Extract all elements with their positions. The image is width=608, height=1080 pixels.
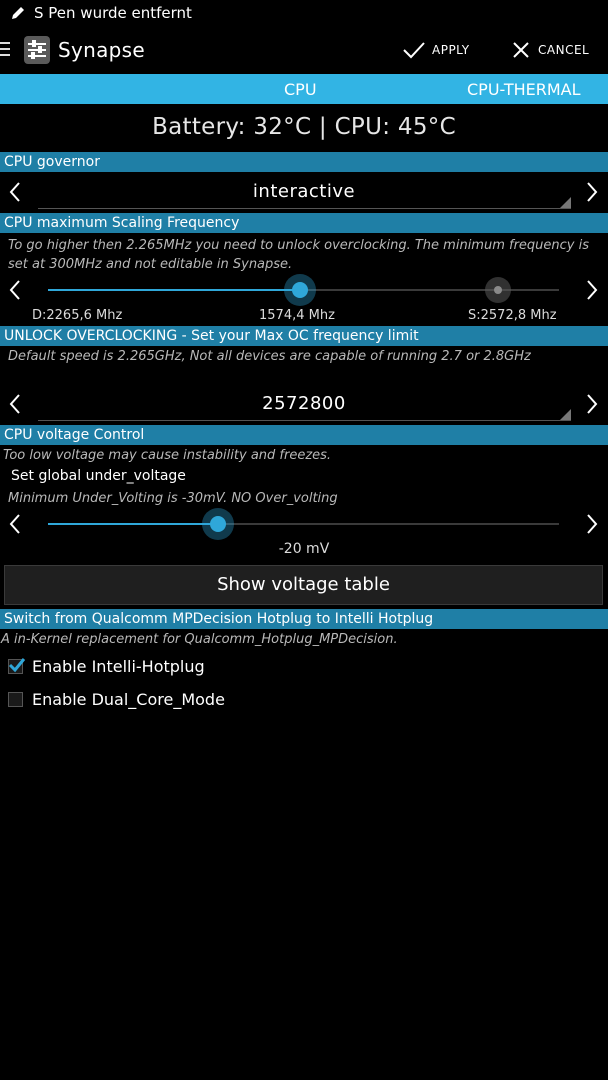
max-freq-description: To go higher then 2.265MHz you need to unlock overclocking. The minimum frequency is set at 300MHz and not editable in Synapse. (8, 238, 590, 272)
oc-description: Default speed is 2.265GHz, Not all devices are capable of running 2.7 or 2.8GHz (8, 349, 531, 364)
freq-label-current: 1574,4 Mhz (259, 308, 335, 323)
dual-core-option[interactable] (8, 688, 225, 710)
freq-label-selected: S:2572,8 Mhz (468, 308, 557, 323)
spinner-corner-icon (560, 409, 571, 420)
chevron-left-icon[interactable] (8, 513, 22, 535)
max-freq-header: CPU maximum Scaling Frequency (0, 213, 608, 233)
intelli-hotplug-checkbox[interactable] (8, 659, 23, 674)
apply-label: APPLY (432, 43, 470, 57)
dual-core-checkbox[interactable] (8, 692, 23, 707)
voltage-slider-fill (48, 523, 218, 525)
voltage-warning: Too low voltage may cause instability and freezes. (3, 448, 332, 463)
freq-label-default: D:2265,6 Mhz (32, 308, 123, 323)
freq-slider-fill (48, 289, 300, 291)
dual-core-label: Enable Dual_Core_Mode (32, 689, 225, 709)
chevron-right-icon[interactable] (585, 513, 599, 535)
pen-icon (10, 5, 26, 21)
close-icon (512, 41, 530, 59)
voltage-description: Minimum Under_Volting is -30mV. NO Over_volting (8, 491, 338, 506)
temperature-readout: Battery: 32°C | CPU: 45°C (152, 114, 456, 140)
intelli-hotplug-option[interactable] (8, 655, 205, 677)
chevron-right-icon[interactable] (585, 181, 599, 203)
menu-icon[interactable] (0, 42, 10, 56)
freq-secondary-marker-core (494, 286, 502, 294)
notification-text: S Pen wurde entfernt (34, 4, 192, 22)
status-bar (0, 0, 608, 26)
governor-spinner[interactable]: interactive (252, 181, 356, 202)
governor-underline (38, 208, 571, 209)
app-logo-icon[interactable] (24, 36, 50, 64)
oc-spinner[interactable]: 2572800 (262, 393, 346, 414)
chevron-right-icon[interactable] (585, 393, 599, 415)
hotplug-header: Switch from Qualcomm MPDecision Hotplug to Intelli Hotplug (0, 609, 608, 629)
freq-slider-thumb-core (292, 282, 308, 298)
voltage-slider-thumb-core (210, 516, 226, 532)
governor-header: CPU governor (0, 152, 608, 172)
check-icon (402, 41, 426, 59)
show-voltage-table-button[interactable]: Show voltage table (4, 565, 603, 605)
cancel-label: CANCEL (538, 43, 590, 57)
chevron-right-icon[interactable] (585, 279, 599, 301)
oc-underline (38, 420, 571, 421)
cancel-button[interactable] (512, 39, 589, 61)
tab-bar (0, 74, 608, 104)
app-title: Synapse (58, 38, 145, 62)
oc-header: UNLOCK OVERCLOCKING - Set your Max OC frequency limit (0, 326, 608, 346)
voltage-title: Set global under_voltage (11, 468, 186, 484)
apply-button[interactable] (402, 39, 470, 61)
tab-cpu[interactable]: CPU (284, 80, 317, 99)
intelli-hotplug-label: Enable Intelli-Hotplug (32, 656, 205, 676)
voltage-value: -20 mV (278, 541, 330, 557)
checkmark-icon (8, 656, 26, 674)
tab-cpu-thermal[interactable]: CPU-THERMAL (467, 80, 581, 99)
chevron-left-icon[interactable] (8, 279, 22, 301)
hotplug-description: A in-Kernel replacement for Qualcomm_Hotplug_MPDecision. (1, 632, 398, 647)
voltage-header: CPU voltage Control (0, 425, 608, 445)
spinner-corner-icon (560, 197, 571, 208)
